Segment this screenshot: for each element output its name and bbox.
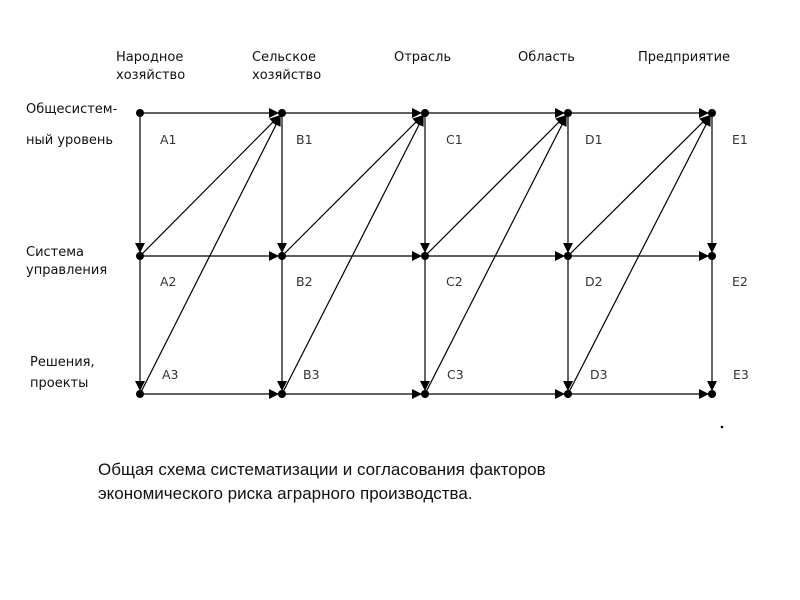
row-header-3-line2: проекты — [30, 376, 89, 391]
node-label-d3: D3 — [590, 367, 608, 382]
row-header-2-line2: управления — [26, 263, 108, 278]
row-header-1-line2: ный уровень — [26, 133, 114, 148]
node-labels — [160, 132, 749, 382]
node-b3 — [278, 390, 286, 398]
node-label-b2: B2 — [296, 274, 313, 289]
node-label-e3: E3 — [733, 367, 749, 382]
edge-d3-to-e1 — [568, 116, 710, 394]
edge-a3-to-b1 — [140, 116, 280, 394]
node-c1 — [421, 109, 429, 117]
node-e3 — [708, 390, 716, 398]
row-header-2-line1: Система — [26, 245, 85, 260]
caption-line-2: экономического риска аграрного производства. — [98, 484, 473, 503]
node-c3 — [421, 390, 429, 398]
node-label-d2: D2 — [585, 274, 603, 289]
node-e2 — [708, 252, 716, 260]
column-header-5: Предприятие — [638, 50, 731, 65]
figure-caption — [98, 458, 738, 506]
node-label-a3: A3 — [162, 367, 179, 382]
caption-line-1: Общая схема систематизации и согласования факторов — [98, 460, 546, 479]
edge-b3-to-c1 — [282, 116, 423, 394]
column-header-2-line2: хозяйство — [252, 68, 322, 83]
node-label-b1: B1 — [296, 132, 313, 147]
row-headers — [26, 102, 118, 391]
node-a1 — [136, 109, 144, 117]
node-a3 — [136, 390, 144, 398]
node-label-a2: A2 — [160, 274, 177, 289]
node-a2 — [136, 252, 144, 260]
node-d1 — [564, 109, 572, 117]
node-label-c1: C1 — [446, 132, 463, 147]
node-e1 — [708, 109, 716, 117]
row-header-1-line1: Общесистем- — [26, 102, 118, 117]
node-b2 — [278, 252, 286, 260]
edge-c3-to-d1 — [425, 116, 566, 394]
column-header-2-line1: Сельское — [252, 50, 316, 65]
node-label-d1: D1 — [585, 132, 603, 147]
node-b1 — [278, 109, 286, 117]
column-header-1-line2: хозяйство — [116, 68, 186, 83]
node-c2 — [421, 252, 429, 260]
node-label-a1: A1 — [160, 132, 177, 147]
node-d2 — [564, 252, 572, 260]
row-header-3-line1: Решения, — [30, 355, 95, 370]
node-label-e2: E2 — [732, 274, 748, 289]
stray-dot — [721, 426, 724, 429]
node-label-c3: C3 — [447, 367, 464, 382]
column-header-1-line1: Народное — [116, 50, 184, 65]
node-d3 — [564, 390, 572, 398]
nodes — [136, 109, 716, 398]
column-header-3: Отрасль — [394, 50, 452, 65]
node-label-c2: C2 — [446, 274, 463, 289]
node-label-e1: E1 — [732, 132, 748, 147]
column-header-4: Область — [518, 50, 575, 65]
node-label-b3: B3 — [303, 367, 320, 382]
column-headers — [116, 50, 730, 83]
